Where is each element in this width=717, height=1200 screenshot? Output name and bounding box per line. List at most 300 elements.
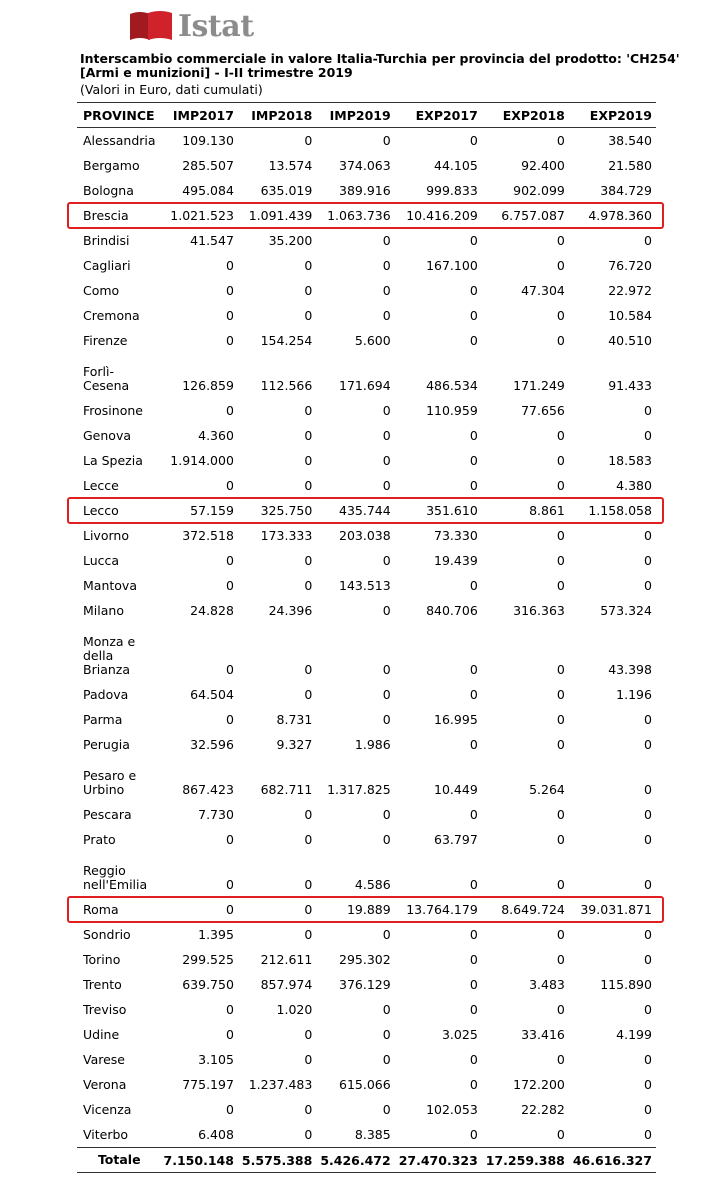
province-cell: Reggio nell'Emilia xyxy=(83,863,148,892)
value-cell-exp2019: 4.380 xyxy=(616,478,652,493)
value-cell-imp2019: 1.317.825 xyxy=(327,782,391,797)
value-cell-imp2017: 495.084 xyxy=(182,183,234,198)
column-header-imp2019: IMP2019 xyxy=(316,103,394,128)
value-cell-imp2017: 0 xyxy=(225,258,234,273)
value-cell-exp2017: 0 xyxy=(469,927,478,942)
value-cell-exp2017: 0 xyxy=(469,1052,478,1067)
value-cell-exp2019: 0 xyxy=(643,1052,652,1067)
value-cell-exp2017: 63.797 xyxy=(434,832,478,847)
table-row xyxy=(77,757,656,802)
table-row xyxy=(77,498,656,523)
value-cell-exp2019: 43.398 xyxy=(608,662,652,677)
province-cell: Firenze xyxy=(83,332,128,348)
province-cell: Mantova xyxy=(83,577,137,593)
value-cell-exp2018: 0 xyxy=(556,258,565,273)
value-cell-imp2017: 0 xyxy=(225,712,234,727)
value-cell-exp2019: 39.031.871 xyxy=(580,902,652,917)
value-cell-imp2019: 0 xyxy=(382,233,391,248)
table-row xyxy=(77,473,656,498)
table-row xyxy=(77,448,656,473)
value-cell-exp2017: 999.833 xyxy=(426,183,478,198)
province-cell: Pescara xyxy=(83,806,132,822)
value-cell-imp2019: 0 xyxy=(382,453,391,468)
value-cell-exp2018: 0 xyxy=(556,687,565,702)
value-cell-imp2019: 0 xyxy=(382,133,391,148)
province-cell: Frosinone xyxy=(83,402,143,418)
value-cell-imp2018: 173.333 xyxy=(260,528,313,543)
value-cell-imp2017: 0 xyxy=(225,578,234,593)
value-cell-imp2018: 13.574 xyxy=(268,158,313,173)
value-cell-imp2018: 0 xyxy=(304,258,313,273)
value-cell-imp2017: 3.105 xyxy=(198,1052,234,1067)
value-cell-imp2017: 32.596 xyxy=(190,737,234,752)
value-cell-imp2018: 0 xyxy=(304,1052,313,1067)
table-row xyxy=(77,1097,656,1122)
value-cell-imp2019: 389.916 xyxy=(339,183,391,198)
value-cell-imp2017: 41.547 xyxy=(190,233,234,248)
value-cell-imp2018: 0 xyxy=(304,662,313,677)
table-row xyxy=(77,852,656,897)
value-cell-exp2018: 0 xyxy=(556,233,565,248)
value-cell-imp2019: 4.586 xyxy=(354,877,391,892)
table-row xyxy=(77,802,656,827)
table-row xyxy=(77,523,656,548)
value-cell-exp2017: 0 xyxy=(469,977,478,992)
value-cell-exp2018: 33.416 xyxy=(521,1027,565,1042)
value-cell-imp2019: 19.889 xyxy=(346,902,391,917)
table-row xyxy=(77,598,656,623)
table-row xyxy=(77,827,656,852)
value-cell-imp2019: 0 xyxy=(382,1052,391,1067)
column-header-exp2018: EXP2018 xyxy=(482,103,569,128)
value-cell-exp2018: 0 xyxy=(556,453,565,468)
value-cell-exp2018: 0 xyxy=(556,1052,565,1067)
value-cell-imp2017: 639.750 xyxy=(182,977,234,992)
value-cell-exp2019: 0 xyxy=(643,528,652,543)
value-cell-imp2017: 0 xyxy=(225,877,234,892)
value-cell-imp2019: 0 xyxy=(382,258,391,273)
table-row xyxy=(77,253,656,278)
province-cell: Viterbo xyxy=(83,1126,129,1142)
value-cell-imp2019: 0 xyxy=(382,807,391,822)
value-cell-exp2017: 0 xyxy=(469,877,478,892)
table-row xyxy=(77,1022,656,1047)
value-cell-exp2018: 0 xyxy=(556,528,565,543)
value-cell-exp2017: 73.330 xyxy=(434,528,478,543)
value-cell-exp2019: 46.616.327 xyxy=(569,1148,656,1173)
value-cell-imp2017: 0 xyxy=(225,662,234,677)
value-cell-imp2019: 0 xyxy=(382,832,391,847)
value-cell-imp2018: 0 xyxy=(304,902,313,917)
value-cell-imp2017: 64.504 xyxy=(190,687,234,702)
value-cell-exp2017: 110.959 xyxy=(426,403,478,418)
value-cell-imp2019: 0 xyxy=(382,478,391,493)
value-cell-exp2018: 22.282 xyxy=(521,1102,565,1117)
value-cell-exp2017: 0 xyxy=(469,578,478,593)
value-cell-exp2017: 0 xyxy=(469,1077,478,1092)
value-cell-imp2018: 0 xyxy=(304,927,313,942)
value-cell-imp2017: 0 xyxy=(225,283,234,298)
value-cell-imp2019: 295.302 xyxy=(339,952,391,967)
value-cell-exp2019: 115.890 xyxy=(600,977,652,992)
value-cell-imp2018: 0 xyxy=(304,1102,313,1117)
value-cell-exp2017: 0 xyxy=(469,453,478,468)
value-cell-exp2018: 0 xyxy=(556,737,565,752)
value-cell-exp2017: 0 xyxy=(469,952,478,967)
province-cell: Cagliari xyxy=(83,257,131,273)
province-cell: Genova xyxy=(83,427,132,443)
value-cell-imp2017: 6.408 xyxy=(198,1127,234,1142)
value-cell-imp2019: 203.038 xyxy=(339,528,391,543)
table-row xyxy=(77,972,656,997)
table-row xyxy=(77,707,656,732)
value-cell-imp2017: 0 xyxy=(225,832,234,847)
province-cell: Totale xyxy=(77,1148,160,1173)
page-title: Interscambio commerciale in valore Italia-Turchia per provincia del prodotto: 'CH254' [Armi e munizioni] - I-II trimestre 2019 xyxy=(80,51,680,80)
value-cell-exp2019: 1.196 xyxy=(616,687,652,702)
value-cell-imp2018: 0 xyxy=(304,428,313,443)
province-cell: Brindisi xyxy=(83,232,130,248)
value-cell-exp2017: 0 xyxy=(469,807,478,822)
value-cell-exp2019: 38.540 xyxy=(608,133,652,148)
province-cell: Sondrio xyxy=(83,926,131,942)
value-cell-exp2017: 486.534 xyxy=(426,378,478,393)
trade-table xyxy=(77,102,656,1173)
value-cell-exp2017: 44.105 xyxy=(434,158,478,173)
value-cell-exp2018: 47.304 xyxy=(521,283,565,298)
value-cell-exp2019: 0 xyxy=(643,832,652,847)
province-cell: Pesaro e Urbino xyxy=(83,768,137,797)
value-cell-imp2018: 325.750 xyxy=(260,503,313,518)
value-cell-imp2019: 143.513 xyxy=(339,578,391,593)
value-cell-exp2018: 0 xyxy=(556,1002,565,1017)
value-cell-imp2019: 374.063 xyxy=(339,158,391,173)
value-cell-imp2017: 1.021.523 xyxy=(170,208,234,223)
value-cell-exp2018: 77.656 xyxy=(521,403,565,418)
value-cell-imp2017: 775.197 xyxy=(182,1077,234,1092)
column-header-exp2019: EXP2019 xyxy=(569,103,656,128)
value-cell-imp2019: 0 xyxy=(382,553,391,568)
value-cell-imp2017: 109.130 xyxy=(182,133,234,148)
province-cell: Bologna xyxy=(83,182,134,198)
table-row xyxy=(77,353,656,398)
value-cell-exp2017: 0 xyxy=(469,133,478,148)
value-cell-exp2019: 0 xyxy=(643,233,652,248)
value-cell-exp2017: 102.053 xyxy=(426,1102,478,1117)
province-cell: Vicenza xyxy=(83,1101,132,1117)
value-cell-imp2018: 0 xyxy=(304,453,313,468)
province-cell: Varese xyxy=(83,1051,125,1067)
value-cell-imp2017: 57.159 xyxy=(190,503,234,518)
province-cell: Parma xyxy=(83,711,123,727)
value-cell-imp2017: 0 xyxy=(225,333,234,348)
value-cell-exp2017: 0 xyxy=(469,428,478,443)
value-cell-imp2018: 0 xyxy=(304,308,313,323)
value-cell-imp2018: 0 xyxy=(304,832,313,847)
table-row xyxy=(77,1047,656,1072)
value-cell-exp2019: 0 xyxy=(643,877,652,892)
value-cell-imp2017: 0 xyxy=(225,478,234,493)
value-cell-imp2018: 5.575.388 xyxy=(238,1148,316,1173)
province-cell: Brescia xyxy=(83,207,129,223)
value-cell-exp2018: 0 xyxy=(556,927,565,942)
province-cell: La Spezia xyxy=(83,452,143,468)
value-cell-imp2019: 0 xyxy=(382,428,391,443)
column-header-imp2018: IMP2018 xyxy=(238,103,316,128)
value-cell-exp2018: 0 xyxy=(556,478,565,493)
value-cell-exp2019: 4.978.360 xyxy=(588,208,652,223)
value-cell-exp2017: 0 xyxy=(469,333,478,348)
value-cell-exp2018: 0 xyxy=(556,662,565,677)
province-cell: Trento xyxy=(83,976,122,992)
value-cell-exp2017: 0 xyxy=(469,1127,478,1142)
value-cell-exp2019: 384.729 xyxy=(600,183,652,198)
value-cell-exp2018: 0 xyxy=(556,877,565,892)
value-cell-exp2019: 0 xyxy=(643,428,652,443)
value-cell-imp2017: 0 xyxy=(225,902,234,917)
value-cell-exp2019: 0 xyxy=(643,737,652,752)
value-cell-exp2018: 902.099 xyxy=(513,183,565,198)
value-cell-exp2019: 0 xyxy=(643,952,652,967)
column-header-province: PROVINCE xyxy=(77,103,160,128)
value-cell-exp2019: 0 xyxy=(643,807,652,822)
value-cell-exp2018: 0 xyxy=(556,133,565,148)
value-cell-imp2018: 0 xyxy=(304,478,313,493)
table-total-row xyxy=(77,1148,656,1173)
value-cell-imp2018: 0 xyxy=(304,283,313,298)
province-cell: Cremona xyxy=(83,307,140,323)
value-cell-exp2019: 10.584 xyxy=(608,308,652,323)
value-cell-exp2017: 840.706 xyxy=(426,603,478,618)
table-row xyxy=(77,128,656,154)
table-row xyxy=(77,732,656,757)
value-cell-exp2019: 0 xyxy=(643,927,652,942)
value-cell-exp2018: 171.249 xyxy=(513,378,565,393)
value-cell-imp2019: 0 xyxy=(382,927,391,942)
value-cell-exp2018: 316.363 xyxy=(513,603,565,618)
istat-flag-icon xyxy=(128,10,176,44)
value-cell-exp2017: 13.764.179 xyxy=(406,902,478,917)
value-cell-imp2019: 171.694 xyxy=(339,378,391,393)
value-cell-exp2017: 10.449 xyxy=(434,782,478,797)
value-cell-exp2017: 3.025 xyxy=(441,1027,478,1042)
table-row xyxy=(77,947,656,972)
value-cell-exp2019: 18.583 xyxy=(608,453,652,468)
value-cell-exp2019: 76.720 xyxy=(608,258,652,273)
value-cell-imp2017: 24.828 xyxy=(190,603,234,618)
value-cell-exp2019: 0 xyxy=(643,782,652,797)
value-cell-exp2017: 0 xyxy=(469,1002,478,1017)
value-cell-imp2018: 154.254 xyxy=(260,333,313,348)
value-cell-imp2019: 0 xyxy=(382,603,391,618)
table-row xyxy=(77,203,656,228)
value-cell-exp2018: 172.200 xyxy=(513,1077,565,1092)
value-cell-exp2018: 8.861 xyxy=(529,503,565,518)
value-cell-imp2017: 0 xyxy=(225,1002,234,1017)
table-row xyxy=(77,897,656,922)
table-row xyxy=(77,997,656,1022)
table-row xyxy=(77,573,656,598)
value-cell-exp2019: 21.580 xyxy=(608,158,652,173)
value-cell-imp2018: 0 xyxy=(304,687,313,702)
value-cell-imp2019: 1.063.736 xyxy=(327,208,391,223)
province-cell: Como xyxy=(83,282,120,298)
column-header-exp2017: EXP2017 xyxy=(395,103,482,128)
province-cell: Monza e della Brianza xyxy=(83,634,136,677)
value-cell-exp2017: 351.610 xyxy=(426,503,478,518)
value-cell-exp2019: 40.510 xyxy=(608,333,652,348)
province-cell: Perugia xyxy=(83,736,130,752)
table-row xyxy=(77,623,656,682)
table-row xyxy=(77,1072,656,1097)
value-cell-exp2018: 0 xyxy=(556,952,565,967)
value-cell-exp2018: 0 xyxy=(556,807,565,822)
value-cell-exp2018: 0 xyxy=(556,333,565,348)
value-cell-imp2018: 0 xyxy=(304,133,313,148)
province-cell: Torino xyxy=(83,951,121,967)
province-cell: Bergamo xyxy=(83,157,140,173)
province-cell: Roma xyxy=(83,901,119,917)
value-cell-imp2017: 0 xyxy=(225,308,234,323)
value-cell-exp2018: 0 xyxy=(556,578,565,593)
value-cell-exp2017: 19.439 xyxy=(434,553,478,568)
value-cell-imp2018: 0 xyxy=(304,1027,313,1042)
logo-text: Istat xyxy=(178,9,254,44)
value-cell-imp2019: 0 xyxy=(382,1102,391,1117)
value-cell-exp2017: 0 xyxy=(469,662,478,677)
value-cell-imp2018: 635.019 xyxy=(260,183,313,198)
value-cell-exp2019: 0 xyxy=(643,1077,652,1092)
value-cell-imp2018: 1.091.439 xyxy=(248,208,313,223)
value-cell-imp2017: 0 xyxy=(225,1027,234,1042)
value-cell-exp2019: 0 xyxy=(643,712,652,727)
value-cell-imp2019: 0 xyxy=(382,308,391,323)
table-row xyxy=(77,178,656,203)
value-cell-imp2018: 1.237.483 xyxy=(248,1077,313,1092)
value-cell-exp2019: 22.972 xyxy=(608,283,652,298)
value-cell-exp2019: 91.433 xyxy=(608,378,652,393)
value-cell-exp2017: 0 xyxy=(469,687,478,702)
value-cell-imp2018: 24.396 xyxy=(268,603,313,618)
province-cell: Padova xyxy=(83,686,129,702)
value-cell-exp2019: 0 xyxy=(643,1127,652,1142)
value-cell-imp2019: 8.385 xyxy=(354,1127,391,1142)
value-cell-imp2018: 0 xyxy=(304,553,313,568)
province-cell: Livorno xyxy=(83,527,129,543)
value-cell-imp2017: 7.150.148 xyxy=(160,1148,238,1173)
value-cell-imp2018: 0 xyxy=(304,877,313,892)
value-cell-imp2019: 0 xyxy=(382,662,391,677)
value-cell-imp2018: 112.566 xyxy=(260,378,313,393)
value-cell-imp2017: 7.730 xyxy=(198,807,234,822)
value-cell-imp2017: 126.859 xyxy=(182,378,234,393)
table-row xyxy=(77,682,656,707)
province-cell: Milano xyxy=(83,602,124,618)
table-row xyxy=(77,278,656,303)
value-cell-imp2019: 5.600 xyxy=(354,333,391,348)
province-cell: Alessandria xyxy=(83,132,156,148)
value-cell-imp2018: 9.327 xyxy=(276,737,313,752)
value-cell-imp2017: 867.423 xyxy=(182,782,234,797)
table-header-row xyxy=(77,103,656,128)
value-cell-exp2018: 0 xyxy=(556,712,565,727)
value-cell-imp2017: 285.507 xyxy=(182,158,234,173)
value-cell-imp2019: 615.066 xyxy=(339,1077,391,1092)
value-cell-imp2019: 5.426.472 xyxy=(316,1148,394,1173)
value-cell-exp2017: 0 xyxy=(469,478,478,493)
value-cell-exp2019: 0 xyxy=(643,1002,652,1017)
value-cell-exp2019: 0 xyxy=(643,553,652,568)
value-cell-exp2018: 92.400 xyxy=(521,158,565,173)
value-cell-imp2018: 212.611 xyxy=(260,952,313,967)
value-cell-imp2017: 4.360 xyxy=(198,428,234,443)
table-row xyxy=(77,328,656,353)
value-cell-exp2017: 10.416.209 xyxy=(406,208,478,223)
value-cell-imp2019: 0 xyxy=(382,1002,391,1017)
value-cell-exp2018: 3.483 xyxy=(529,977,565,992)
value-cell-imp2019: 1.986 xyxy=(354,737,391,752)
table-row xyxy=(77,398,656,423)
value-cell-imp2017: 372.518 xyxy=(182,528,234,543)
value-cell-exp2019: 0 xyxy=(643,1102,652,1117)
province-cell: Lecco xyxy=(83,502,119,518)
value-cell-imp2019: 0 xyxy=(382,687,391,702)
province-cell: Udine xyxy=(83,1026,120,1042)
province-cell: Prato xyxy=(83,831,116,847)
value-cell-imp2017: 299.525 xyxy=(182,952,234,967)
table-row xyxy=(77,548,656,573)
value-cell-exp2019: 573.324 xyxy=(600,603,652,618)
table-row xyxy=(77,228,656,253)
value-cell-exp2018: 5.264 xyxy=(529,782,565,797)
value-cell-exp2017: 0 xyxy=(469,233,478,248)
value-cell-imp2018: 0 xyxy=(304,403,313,418)
value-cell-exp2018: 0 xyxy=(556,832,565,847)
value-cell-exp2018: 0 xyxy=(556,428,565,443)
value-cell-exp2018: 0 xyxy=(556,308,565,323)
value-cell-exp2019: 0 xyxy=(643,578,652,593)
province-cell: Lucca xyxy=(83,552,120,568)
value-cell-exp2017: 167.100 xyxy=(426,258,478,273)
value-cell-exp2018: 0 xyxy=(556,1127,565,1142)
value-cell-imp2018: 8.731 xyxy=(276,712,313,727)
value-cell-exp2017: 0 xyxy=(469,737,478,752)
value-cell-imp2018: 0 xyxy=(304,1127,313,1142)
table-row xyxy=(77,1122,656,1148)
value-cell-exp2017: 27.470.323 xyxy=(395,1148,482,1173)
value-cell-imp2018: 0 xyxy=(304,807,313,822)
table-row xyxy=(77,153,656,178)
value-cell-exp2017: 16.995 xyxy=(434,712,478,727)
table-row xyxy=(77,303,656,328)
table-body xyxy=(77,128,656,1173)
value-cell-imp2019: 0 xyxy=(382,403,391,418)
value-cell-exp2019: 4.199 xyxy=(616,1027,652,1042)
value-cell-imp2019: 0 xyxy=(382,283,391,298)
value-cell-exp2017: 0 xyxy=(469,308,478,323)
value-cell-imp2019: 0 xyxy=(382,712,391,727)
province-cell: Lecce xyxy=(83,477,119,493)
value-cell-imp2018: 1.020 xyxy=(276,1002,313,1017)
value-cell-imp2018: 857.974 xyxy=(260,977,313,992)
value-cell-imp2017: 1.914.000 xyxy=(170,453,234,468)
value-cell-exp2018: 0 xyxy=(556,553,565,568)
column-header-imp2017: IMP2017 xyxy=(160,103,238,128)
value-cell-imp2019: 0 xyxy=(382,1027,391,1042)
value-cell-imp2018: 35.200 xyxy=(268,233,313,248)
value-cell-exp2019: 0 xyxy=(643,403,652,418)
table-row xyxy=(77,423,656,448)
